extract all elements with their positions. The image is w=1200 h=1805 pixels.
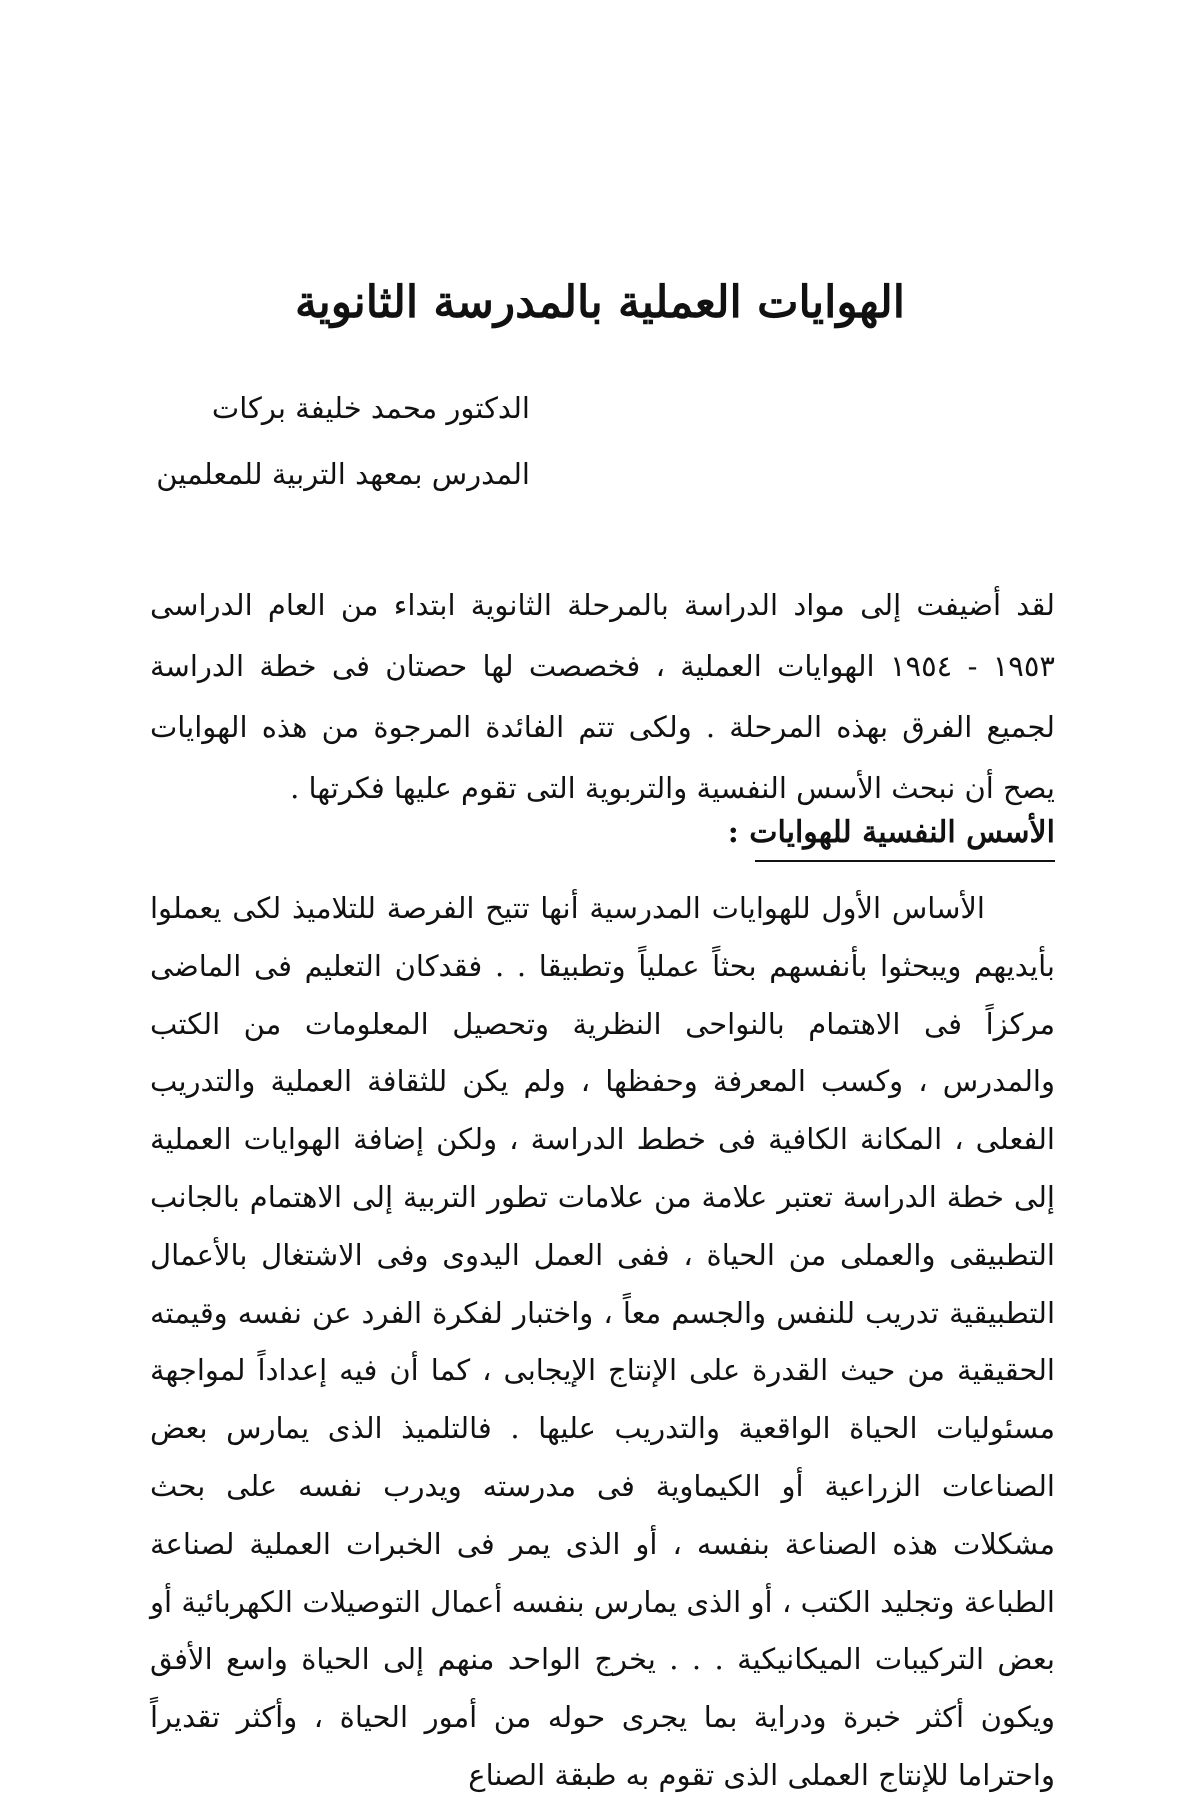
author-name: الدكتور محمد خليفة بركات: [211, 391, 530, 425]
section-heading-block: [150, 808, 1055, 868]
section-heading: الأسس النفسية للهوايات :: [727, 815, 1055, 850]
intro-paragraph: لقد أضيفت إلى مواد الدراسة بالمرحلة الثانوية ابتداء من العام الدراسى ١٩٥٣ - ١٩٥٤ الهوايات العملية ، فخصصت لها حصتان فى خطة الدراسة لجميع الفرق بهذه المرحلة . ولكى تتم الفائدة المرجوة من هذه الهوايات يصح أن نبحث الأسس النفسية والتربوية التى تقوم عليها فكرتها .: [150, 588, 1055, 805]
author-affiliation: المدرس بمعهد التربية للمعلمين: [156, 457, 530, 491]
article-title: الهوايات العملية بالمدرسة الثانوية: [294, 277, 906, 328]
body-paragraph: الأساس الأول للهوايات المدرسية أنها تتيح الفرصة للتلاميذ لكى يعملوا بأيديهم ويبحثوا بأنفسهم بحثاً عملياً وتطبيقا . . فقدكان التعليم فى الماضى مركزاً فى الاهتمام بالنواحى النظرية وتحصيل المعلومات من الكتب والمدرس ، وكسب المعرفة وحفظها ، ولم يكن للثقافة العملية والتدريب الفعلى ، المكانة الكافية فى خطط الدراسة ، ولكن إضافة الهوايات العملية إلى خطة الدراسة تعتبر علامة من علامات تطور التربية إلى الاهتمام بالجانب التطبيقى والعملى من الحياة ، ففى العمل اليدوى وفى الاشتغال بالأعمال التطبيقية تدريب للنفس والجسم معاً ، واختبار لفكرة الفرد عن نفسه وقيمته الحقيقية من حيث القدرة على الإنتاج الإيجابى ، كما أن فيه إعداداً لمواجهة مسئوليات الحياة الواقعية والتدريب عليها . فالتلميذ الذى يمارس بعض الصناعات الزراعية أو الكيماوية فى مدرسته ويدرب نفسه على بحث مشكلات هذه الصناعة بنفسه ، أو الذى يمر فى الخبرات العملية لصناعة الطباعة وتجليد الكتب ، أو الذى يمارس بنفسه أعمال التوصيلات الكهربائية أو بعض التركيبات الميكانيكية . . . يخرج الواحد منهم إلى الحياة واسع الأفق ويكون أكثر خبرة ودراية بما يجرى حوله من أمور الحياة ، وأكثر تقديراً واحتراما للإنتاج العملى الذى تقوم به طبقة الصناع: [150, 891, 1055, 1792]
heading-underline: [755, 860, 1055, 862]
author-block: [156, 375, 530, 507]
